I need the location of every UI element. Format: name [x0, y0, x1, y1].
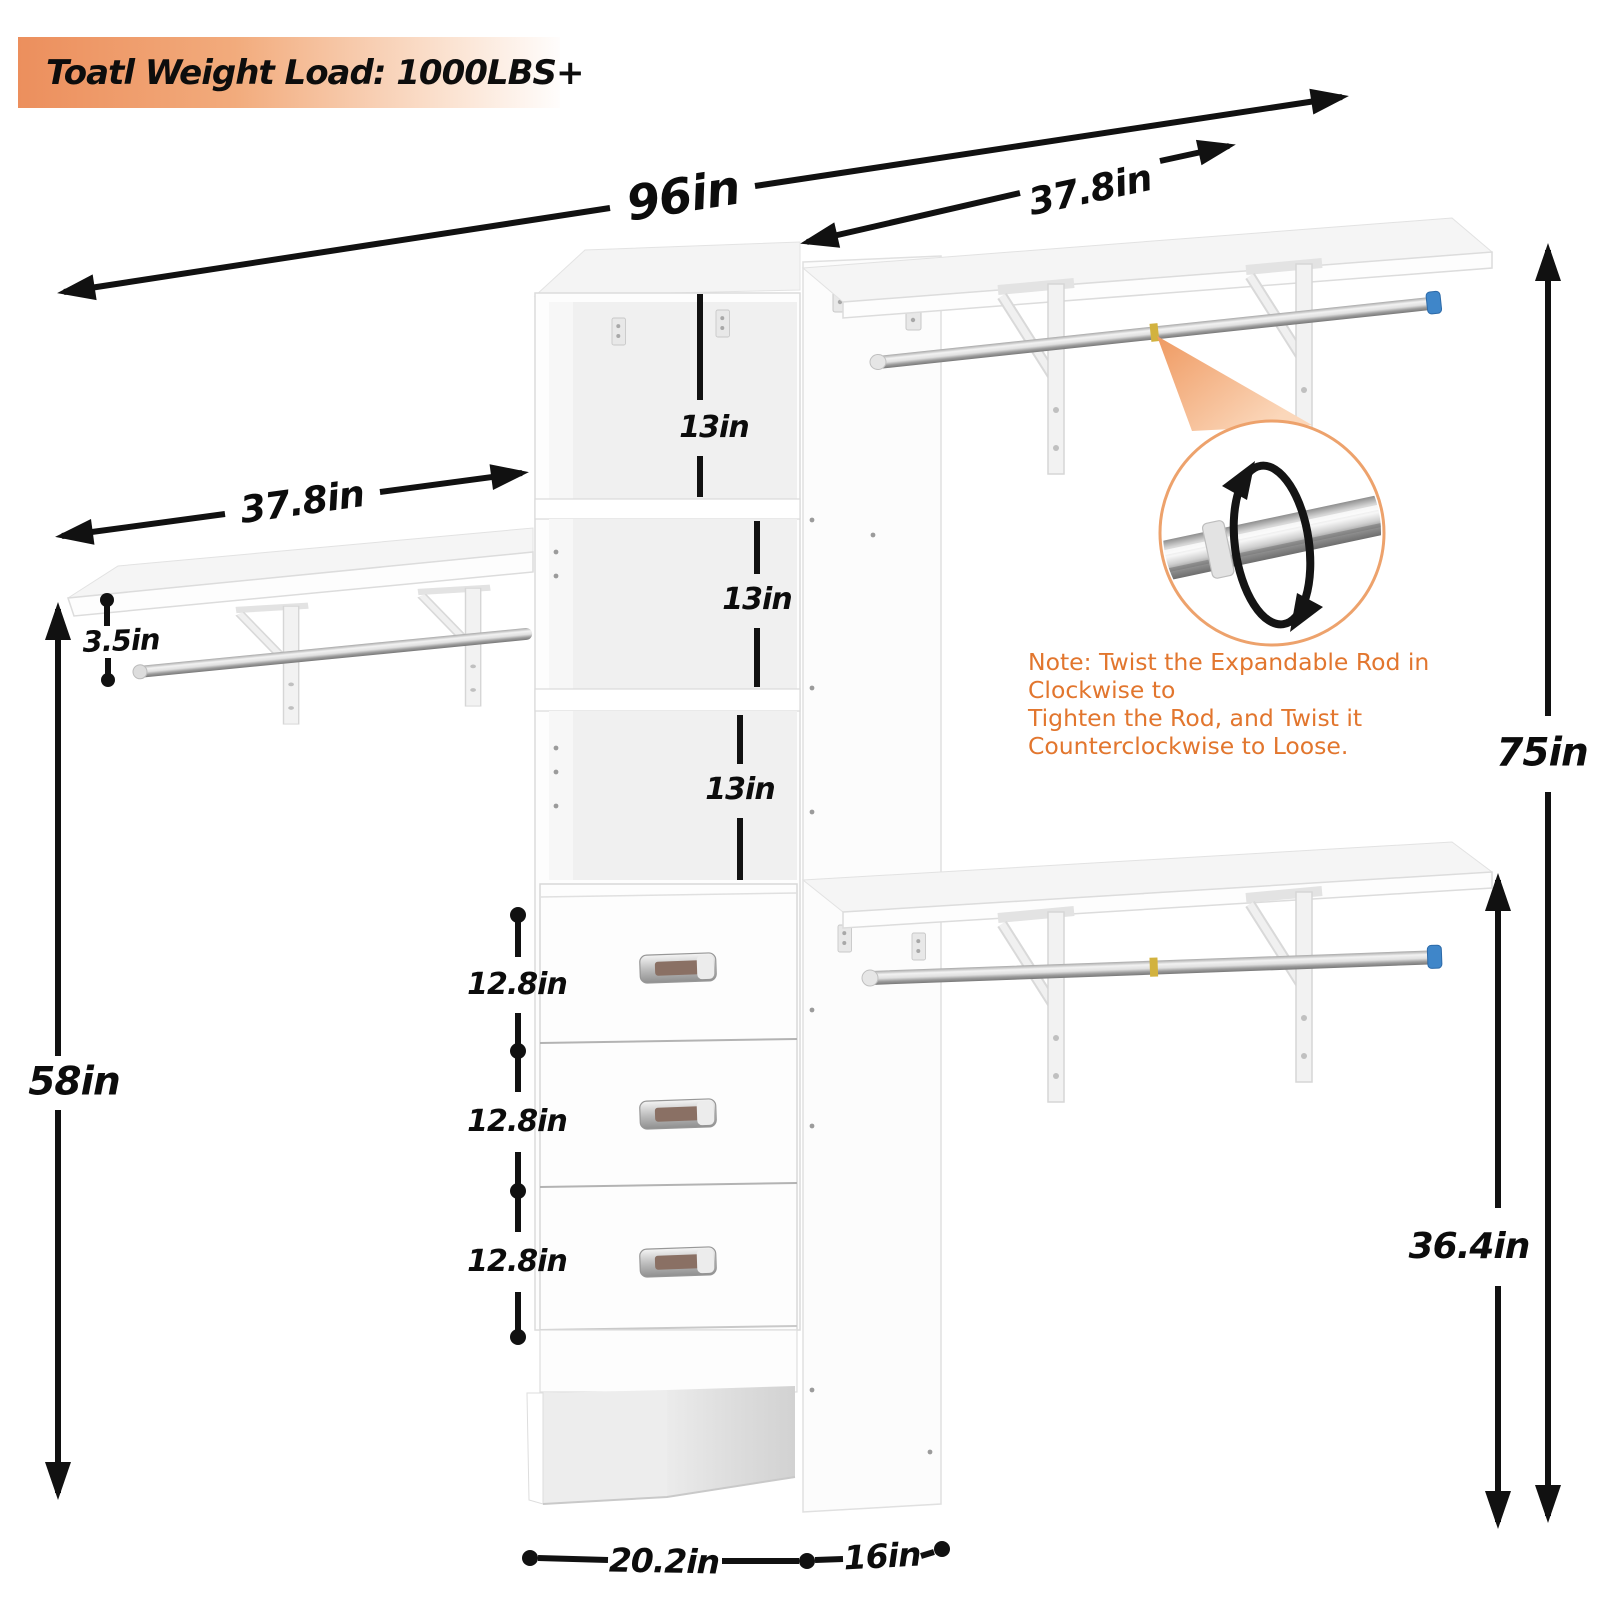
shelf-bracket	[1246, 891, 1322, 1082]
dim-label-rod-drop: 3.5in	[81, 622, 161, 659]
note-line-1: Note: Twist the Expandable Rod in Clockwise to	[1028, 648, 1430, 704]
dim-label-top-shelf-width: 37.8in	[1024, 156, 1156, 224]
rod-zoom-inset	[1137, 336, 1413, 645]
shelf-bracket	[998, 283, 1074, 474]
weight-load-text: Toatl Weight Load: 1000LBS+	[46, 52, 584, 93]
dim-label-cubby-3: 13in	[705, 772, 775, 807]
dim-label-cubby-2: 13in	[722, 582, 792, 617]
rod-end-cap-blue	[1426, 291, 1442, 314]
dim-label-cubby-1: 13in	[679, 410, 749, 445]
dim-label-left-shelf-width: 37.8in	[237, 472, 367, 532]
tower-shelf-board	[535, 689, 800, 711]
shelf-bracket	[998, 911, 1074, 1102]
tower-base	[527, 1330, 797, 1504]
dim-label-left-height: 58in	[28, 1059, 120, 1105]
drawer-unit	[540, 884, 797, 1330]
dim-label-drawer-3: 12.8in	[467, 1244, 567, 1279]
drawer-handle	[640, 953, 717, 984]
dim-label-tower-depth: 16in	[842, 1534, 922, 1578]
tower-shelf-board	[535, 499, 800, 519]
dim-label-lower-shelf-height: 36.4in	[1408, 1226, 1530, 1267]
dim-label-drawer-2: 12.8in	[467, 1104, 567, 1139]
dim-label-total-height: 75in	[1496, 730, 1588, 776]
drawer-handle	[640, 1099, 717, 1130]
note-line-2: Tighten the Rod, and Twist it Counterclockwise to Loose.	[1028, 704, 1363, 760]
lower-right-hanging-rod	[862, 945, 1442, 989]
center-tower	[527, 242, 800, 1504]
zoom-beam	[1157, 336, 1312, 431]
rod-end-cap-blue	[1427, 945, 1442, 968]
drawer-handle	[640, 1247, 717, 1278]
cubby-1	[549, 302, 797, 499]
dim-label-total-width: 96in	[622, 159, 744, 233]
rod-instruction-note	[1028, 648, 1528, 760]
dim-top-shelf-width-arrow	[807, 146, 1229, 242]
dim-label-base-depth: 20.2in	[608, 1540, 720, 1582]
rod-joint-yellow	[1149, 957, 1158, 976]
dim-label-drawer-1: 12.8in	[467, 967, 567, 1002]
weight-load-banner	[18, 37, 584, 108]
